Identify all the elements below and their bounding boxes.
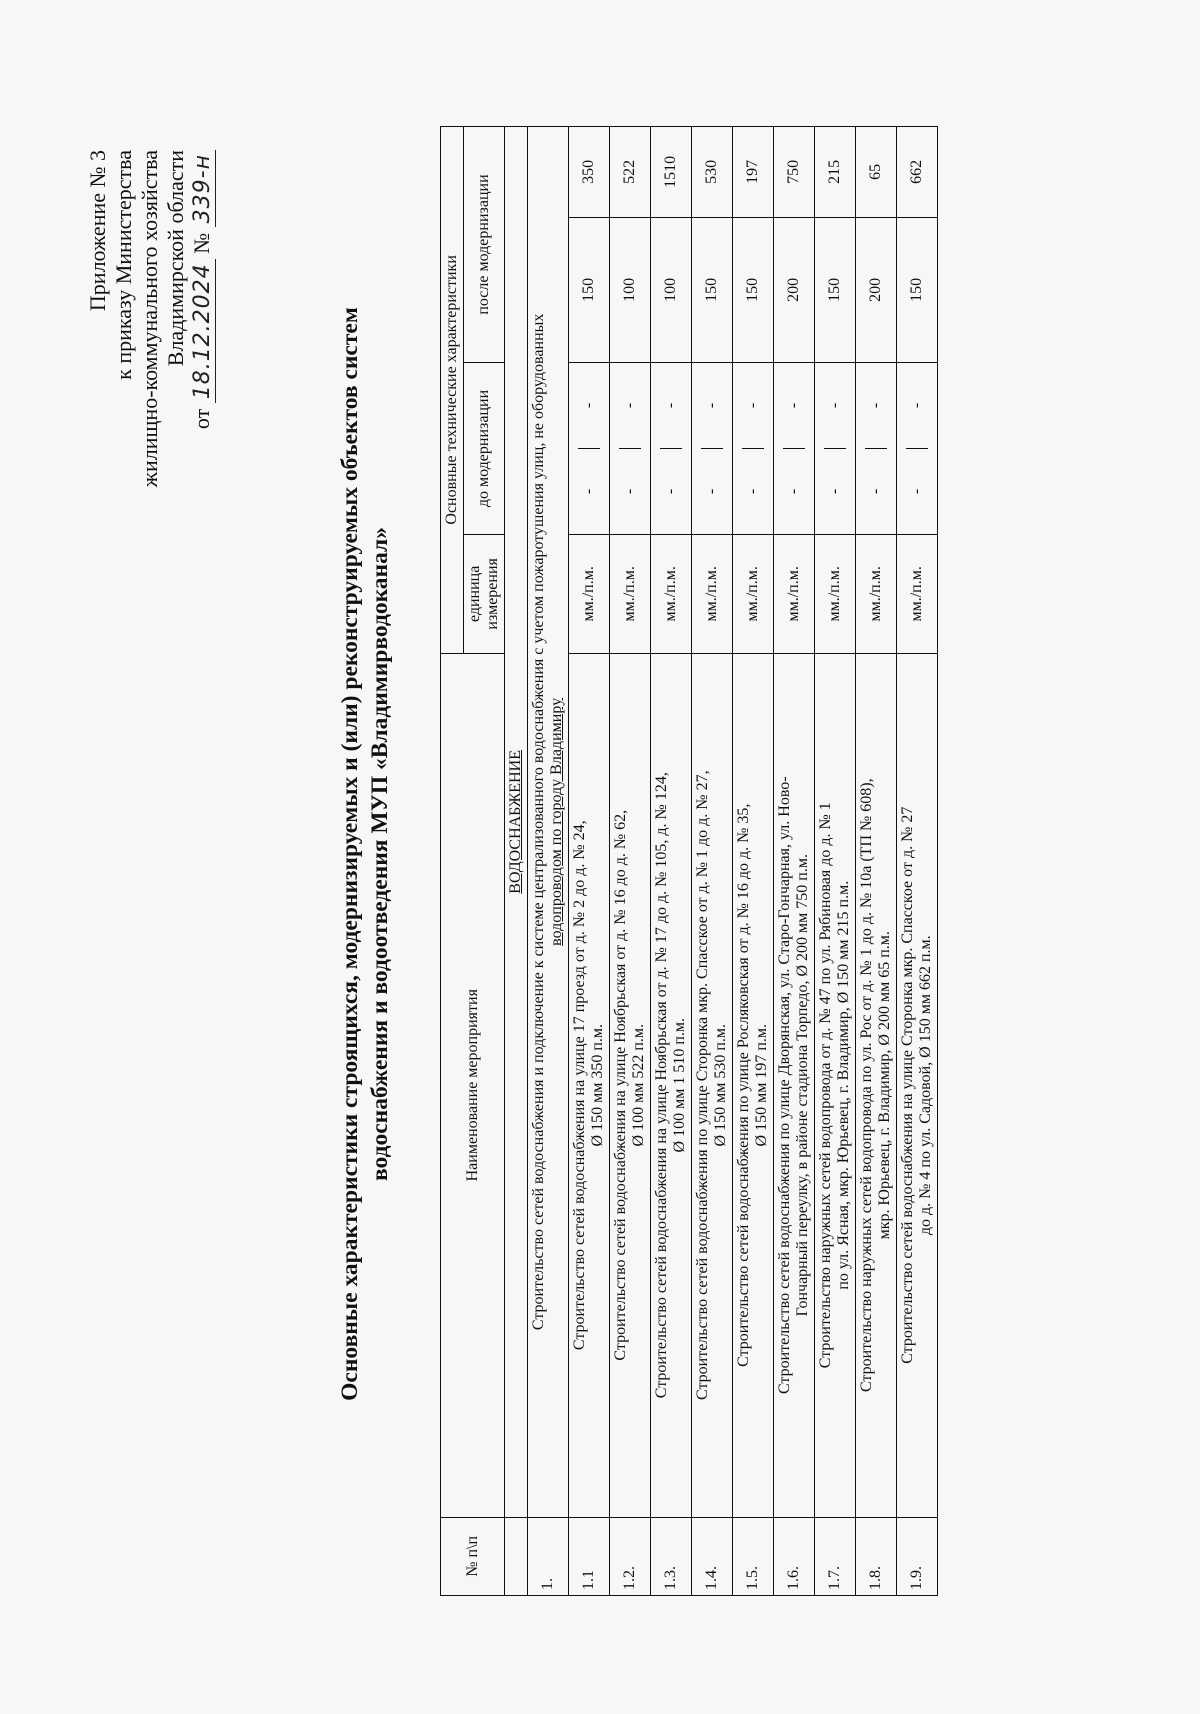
- row-before-unit: -: [783, 449, 805, 534]
- row-name: [897, 653, 938, 1517]
- row-before: [733, 363, 774, 535]
- row-after-unit: 150: [692, 217, 733, 362]
- row-name: [610, 653, 651, 1517]
- row-before: [692, 363, 733, 535]
- row-name-a: Строительство наружных сетей водопровода по ул. Рос от д. № 1 до д. № 10а (ТП № 608),: [858, 778, 875, 1393]
- row-after-unit: 150: [733, 217, 774, 362]
- row-before-unit: -: [578, 449, 600, 534]
- row-name: [774, 653, 815, 1517]
- row-before-unit: -: [865, 449, 887, 534]
- row-before-value: -: [703, 402, 720, 409]
- header-group: Основные технические характеристики: [441, 127, 464, 654]
- row-name-b: по ул. Ясная, мкр. Юрьевец, г. Владимир, Ø 150 мм 215 п.м.: [835, 880, 852, 1290]
- row-after-value: 750: [774, 127, 815, 218]
- row-num: 1.3.: [651, 1517, 692, 1595]
- row-before-value: -: [621, 402, 638, 409]
- appendix-number: Приложение № 3: [85, 150, 110, 312]
- table-row: [897, 127, 938, 1596]
- appendix-ministry: жилищно-коммунального хозяйства: [137, 150, 162, 488]
- number-prefix: №: [189, 232, 214, 254]
- row-num: 1.2.: [610, 1517, 651, 1595]
- row-name: [815, 653, 856, 1517]
- row-after-value: 662: [897, 127, 938, 218]
- header-row-1: [441, 127, 464, 1596]
- row-name-a: Строительство сетей водоснабжения на улице Ноябрьская от д. № 16 до д. № 62,: [612, 809, 629, 1361]
- row-name-a: Строительство сетей водоснабжения на улице Сторонка мкр. Спасское от д. № 27: [899, 806, 916, 1364]
- title-line-2: водоснабжения и водоотведения МУП «Владимирводоканал»: [367, 527, 393, 1181]
- row-name: [651, 653, 692, 1517]
- row-name: [692, 653, 733, 1517]
- row-before-unit: -: [906, 449, 928, 534]
- row-before: [815, 363, 856, 535]
- row-after-unit: 200: [856, 217, 897, 362]
- row-unit: мм./п.м.: [692, 534, 733, 653]
- row-name-a: Строительство сетей водоснабжения по улице Сторонка мкр. Спасское от д. № 1 до д. № 27,: [694, 770, 711, 1400]
- row-unit: мм./п.м.: [815, 534, 856, 653]
- header-num: № п\п: [441, 1517, 505, 1595]
- title-line-1: Основные характеристики строящихся, модернизируемых и (или) реконструируемых объектов систем: [337, 307, 363, 1401]
- row-before-value: -: [744, 402, 761, 409]
- row-name-b: до д. № 4 по ул. Садовой, Ø 150 мм 662 п.м.: [917, 935, 934, 1236]
- row-after-value: 522: [610, 127, 651, 218]
- row-before-unit: -: [619, 449, 641, 534]
- header-name: Наименование мероприятия: [441, 653, 505, 1517]
- row-unit: мм./п.м.: [651, 534, 692, 653]
- table-row: [815, 127, 856, 1596]
- row-unit: мм./п.м.: [774, 534, 815, 653]
- row-before-value: -: [662, 402, 679, 409]
- row-name-b: мкр. Юрьевец, г. Владимир, Ø 200 мм 65 п.м.: [876, 931, 893, 1240]
- row-after-unit: 100: [651, 217, 692, 362]
- row-before-value: -: [867, 402, 884, 409]
- row-after-value: 530: [692, 127, 733, 218]
- row-name-a: Строительство сетей водоснабжения на улице Ноябрьская от д. № 17 до д. № 105, д. № 124,: [653, 772, 670, 1399]
- row-before: [610, 363, 651, 535]
- row-after-value: 1510: [651, 127, 692, 218]
- row-name-b: Ø 100 мм 1 510 п.м.: [671, 1017, 688, 1153]
- appendix-header: [85, 150, 216, 487]
- handwritten-date: 18.12.2024: [190, 259, 216, 403]
- row-num: 1.6.: [774, 1517, 815, 1595]
- row-after-value: 65: [856, 127, 897, 218]
- group-name-b: водопроводом по городу Владимиру: [548, 697, 565, 946]
- row-name-a: Строительство наружных сетей водопровода от д. № 47 по ул. Рябиновая до д. № 1: [817, 802, 834, 1369]
- table-row: [856, 127, 897, 1596]
- row-name-b: Ø 100 мм 522 п.м.: [630, 1023, 647, 1147]
- table-row: [569, 127, 610, 1596]
- row-before: [774, 363, 815, 535]
- row-name: [733, 653, 774, 1517]
- header-after: после модернизации: [464, 127, 505, 363]
- row-before-value: -: [908, 402, 925, 409]
- row-after-value: 197: [733, 127, 774, 218]
- row-before-unit: -: [742, 449, 764, 534]
- row-after-value: 350: [569, 127, 610, 218]
- group-name: [528, 127, 569, 1518]
- row-before: [856, 363, 897, 535]
- table-row: [733, 127, 774, 1596]
- row-before-value: -: [785, 402, 802, 409]
- row-num: 1.7.: [815, 1517, 856, 1595]
- row-name-b: Ø 150 мм 530 п.м.: [712, 1023, 729, 1147]
- row-after-unit: 200: [774, 217, 815, 362]
- section-row: [505, 127, 528, 1596]
- row-unit: мм./п.м.: [733, 534, 774, 653]
- handwritten-number: 339-н: [190, 150, 216, 227]
- row-name-a: Строительство сетей водоснабжения по улице Росляковская от д. № 16 до д. № 35,: [735, 803, 752, 1367]
- document-title: [335, 144, 395, 1564]
- row-num: 1.8.: [856, 1517, 897, 1595]
- row-before: [651, 363, 692, 535]
- row-before: [897, 363, 938, 535]
- table-row: [774, 127, 815, 1596]
- date-prefix: от: [189, 408, 214, 430]
- table-row: [610, 127, 651, 1596]
- row-before-unit: -: [701, 449, 723, 534]
- row-num: 1.5.: [733, 1517, 774, 1595]
- group-num: 1.: [528, 1517, 569, 1595]
- row-name-b: Гончарный переулку, в районе стадиона Торпедо, Ø 200 мм 750 п.м.: [794, 854, 811, 1317]
- row-unit: мм./п.м.: [569, 534, 610, 653]
- row-name-b: Ø 150 мм 350 п.м.: [589, 1023, 606, 1147]
- row-name: [856, 653, 897, 1517]
- row-num: 1.9.: [897, 1517, 938, 1595]
- row-before-value: -: [580, 402, 597, 409]
- group-name-a: Строительство сетей водоснабжения и подключение к системе централизованного водоснабжения с учетом пожаротушения улиц, не оборудованных: [530, 313, 547, 1331]
- row-before: [569, 363, 610, 535]
- row-before-value: -: [826, 402, 843, 409]
- row-name-a: Строительство сетей водоснабжения на улице 17 проезд от д. № 2 до д. № 24,: [571, 820, 588, 1351]
- section-empty-cell: [505, 1517, 528, 1595]
- row-after-unit: 150: [815, 217, 856, 362]
- date-line: [189, 150, 216, 487]
- section-title: ВОДОСНАБЖЕНИЕ: [505, 127, 528, 1518]
- row-unit: мм./п.м.: [856, 534, 897, 653]
- row-after-unit: 150: [897, 217, 938, 362]
- row-name-b: Ø 150 мм 197 п.м.: [753, 1023, 770, 1147]
- header-unit: единица измерения: [464, 534, 505, 653]
- row-before-unit: -: [824, 449, 846, 534]
- row-unit: мм./п.м.: [897, 534, 938, 653]
- table-row: [651, 127, 692, 1596]
- row-name-a: Строительство сетей водоснабжения по улице Дворянская, ул. Старо-Гончарная, ул. Ново-: [776, 776, 793, 1395]
- row-after-value: 215: [815, 127, 856, 218]
- row-name: [569, 653, 610, 1517]
- row-num: 1.4.: [692, 1517, 733, 1595]
- header-before: до модернизации: [464, 363, 505, 535]
- group-row: [528, 127, 569, 1596]
- row-after-unit: 100: [610, 217, 651, 362]
- appendix-order-ref: к приказу Министерства: [111, 150, 136, 380]
- row-after-unit: 150: [569, 217, 610, 362]
- characteristics-table: [440, 126, 938, 1596]
- row-unit: мм./п.м.: [610, 534, 651, 653]
- appendix-region: Владимирской области: [163, 150, 188, 367]
- row-before-unit: -: [660, 449, 682, 534]
- table-row: [692, 127, 733, 1596]
- row-num: 1.1: [569, 1517, 610, 1595]
